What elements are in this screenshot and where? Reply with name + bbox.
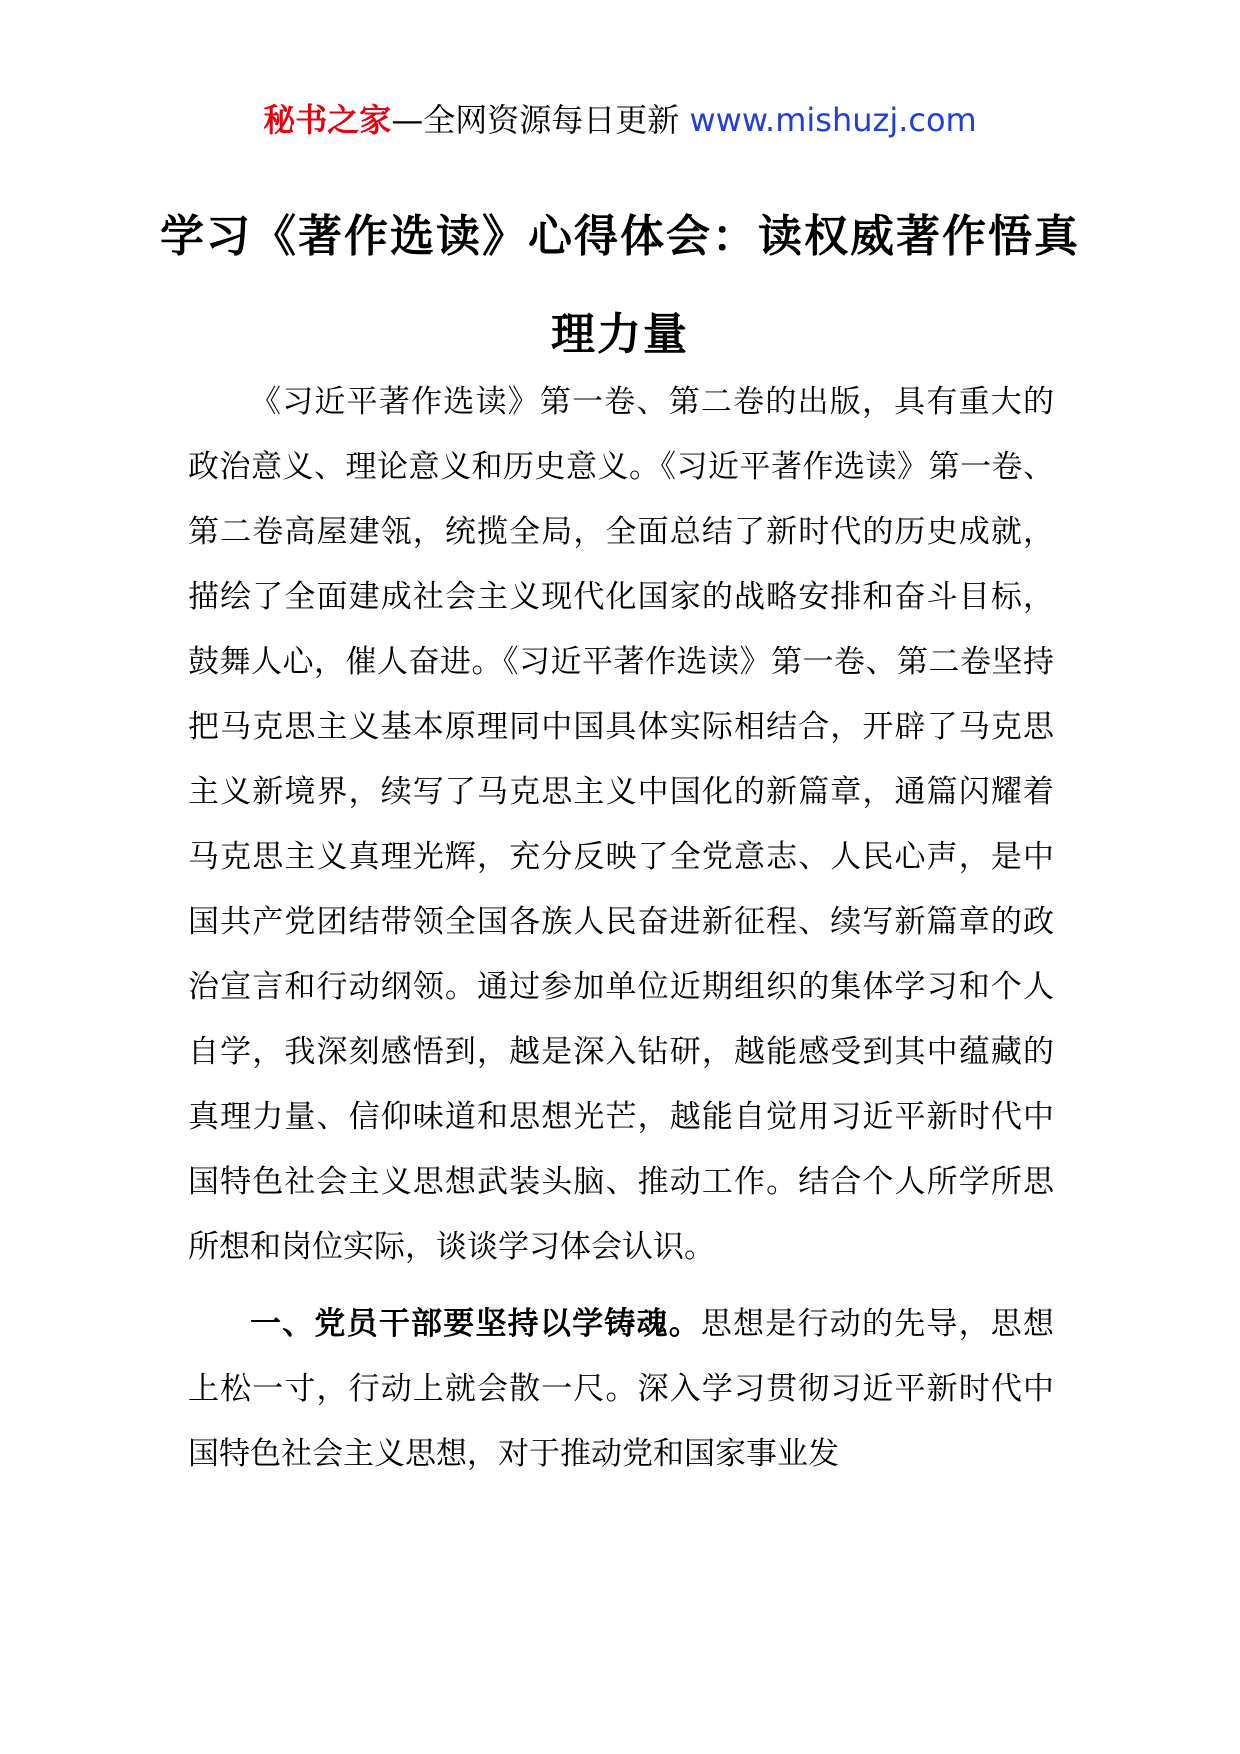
document-body [188,370,1054,1487]
document-title: 学习《著作选读》心得体会：读权威著作悟真理力量 [160,211,1080,360]
paragraph-text: 思想是行动的先导，思想上松一寸，行动上就会散一尺。深入学习贯彻习近平新时代中国特色社会主义思想，对于推动党和国家事业发 [188,1306,1055,1472]
site-url-link[interactable]: www.mishuzj.com [689,101,977,139]
section-heading: 一、党员干部要坚持以学铸魂。 [250,1306,701,1342]
site-slogan: —全网资源每日更新 [391,101,690,139]
paragraph-text: 《习近平著作选读》第一卷、第二卷的出版，具有重大的政治意义、理论意义和历史意义。《习近平著作选读》第一卷、第二卷高屋建瓴，统揽全局，全面总结了新时代的历史成就，描绘了全面建成社会主义现代化国家的战略安排和奋斗目标，鼓舞人心，催人奋进。《习近平著作选读》第一卷、第二卷坚持把马克思主义基本原理同中国具体实际相结合，开辟了马克思主义新境界，续写了马克思主义中国化的新篇章，通篇闪耀着马克思主义真理光辉，充分反映了全党意志、人民心声，是中国共产党团结带领全国各族人民奋进新征程、续写新篇章的政治宣言和行动纲领。通过参加单位近期组织的集体学习和个人自学，我深刻感悟到，越是深入钻研，越能感受到其中蕴藏的真理力量、信仰味道和思想光芒，越能自觉用习近平新时代中国特色社会主义思想武装头脑、推动工作。结合个人所学所思所想和岗位实际，谈谈学习体会认识。 [188,384,1054,1265]
paragraph-section-one [188,1292,1054,1487]
site-brand: 秘书之家 [263,101,392,139]
site-header [0,98,1240,142]
paragraph-intro [188,370,1054,1280]
